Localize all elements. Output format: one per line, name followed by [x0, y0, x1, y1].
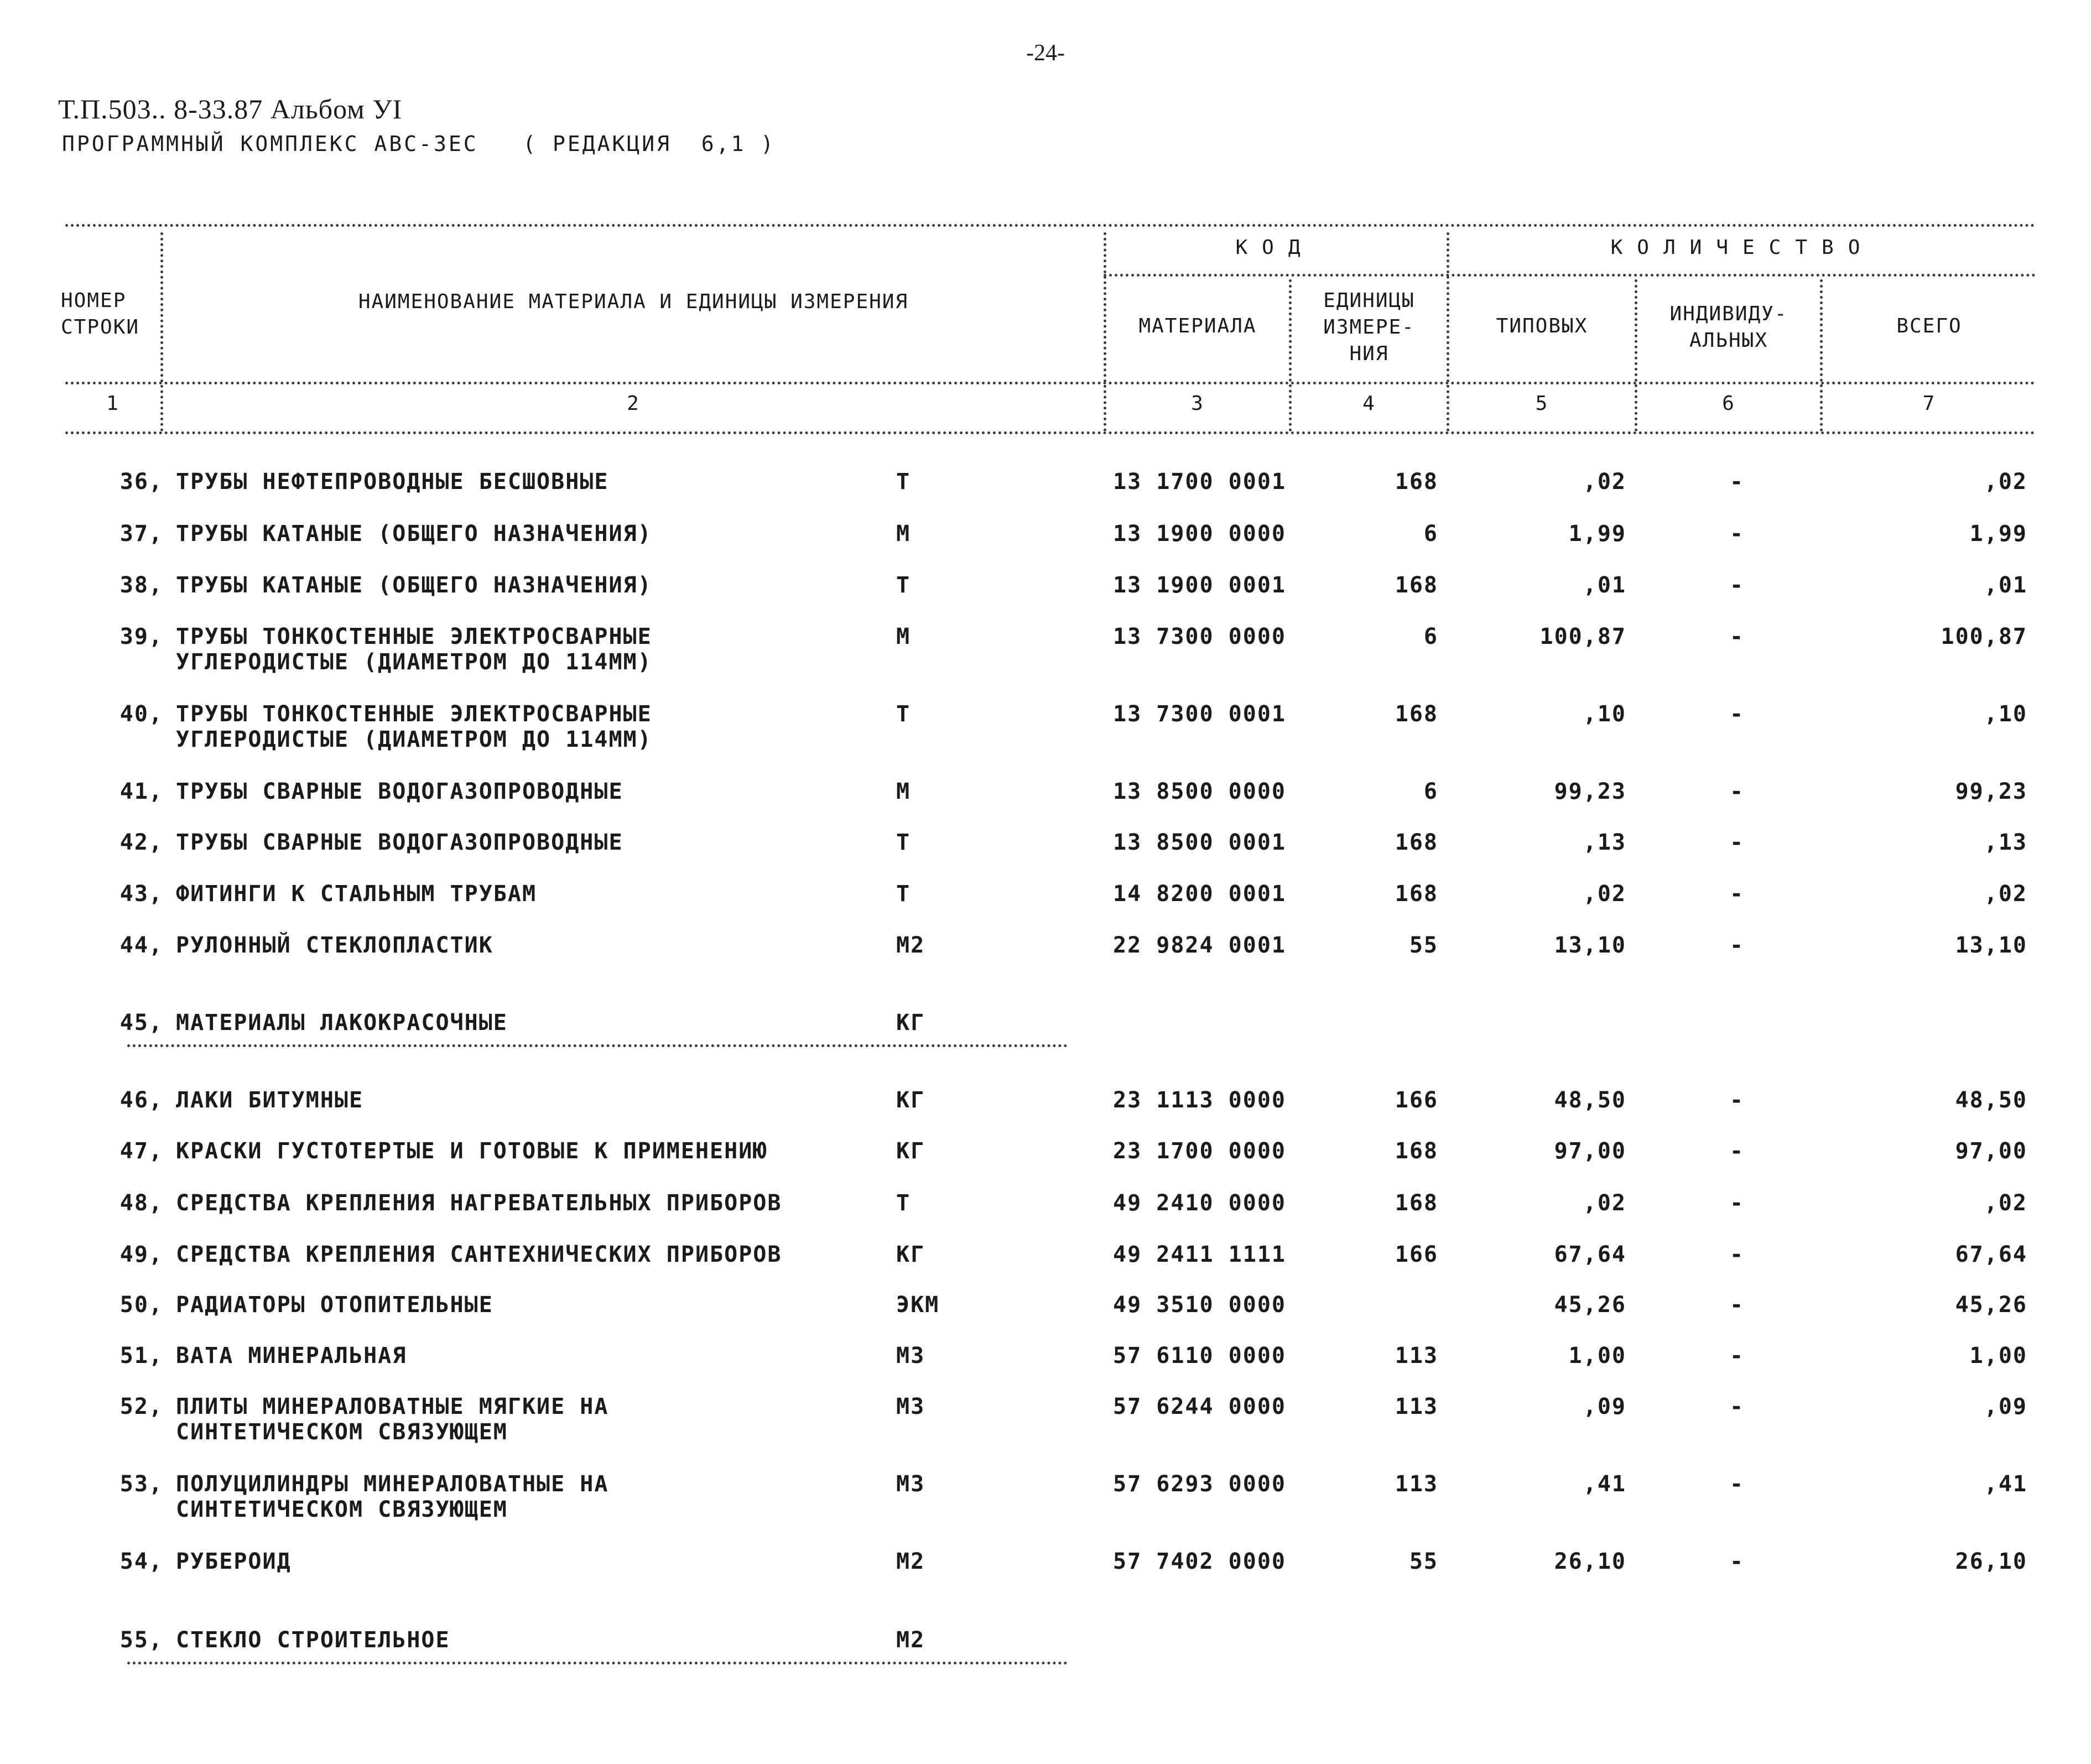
typical-qty: ,02	[1583, 881, 1626, 907]
col-number-1: 1	[106, 392, 119, 415]
unit-code: 166	[1395, 1242, 1438, 1267]
unit: Т	[896, 1190, 911, 1216]
row-number: 36,	[119, 469, 163, 495]
row-number: 49,	[119, 1242, 163, 1267]
total-qty: 13,10	[1955, 933, 2027, 958]
unit: Т	[896, 701, 911, 727]
total-qty: 1,99	[1969, 521, 2027, 547]
material-code: 23 1113 0000	[1113, 1087, 1286, 1113]
material-name: ТРУБЫ СВАРНЫЕ ВОДОГАЗОПРОВОДНЫЕ	[176, 830, 623, 855]
unit-code: 168	[1395, 1138, 1438, 1164]
unit: КГ	[896, 1010, 925, 1035]
material-name: ТРУБЫ КАТАНЫЕ (ОБЩЕГО НАЗНАЧЕНИЯ)	[176, 521, 652, 547]
material-name: ТРУБЫ НЕФТЕПРОВОДНЫЕ БЕСШОВНЫЕ	[176, 469, 609, 495]
unit: М	[896, 779, 911, 804]
unit-code: 166	[1395, 1087, 1438, 1113]
row-number: 47,	[119, 1138, 163, 1164]
unit-code: 168	[1395, 701, 1438, 727]
unit: Т	[896, 830, 911, 855]
unit: КГ	[896, 1242, 925, 1267]
col-number-5: 5	[1535, 392, 1549, 415]
unit-code: 113	[1395, 1394, 1438, 1419]
total-qty: 26,10	[1955, 1549, 2027, 1574]
typical-qty: 13,10	[1554, 933, 1626, 958]
typical-qty: ,13	[1583, 830, 1626, 855]
unit: Т	[896, 469, 911, 495]
total-qty: 99,23	[1955, 779, 2027, 804]
individual-qty: -	[1729, 1394, 1745, 1419]
header-row-no: НОМЕР СТРОКИ	[61, 289, 140, 339]
total-qty: 45,26	[1955, 1292, 2027, 1318]
total-qty: 1,00	[1969, 1343, 2027, 1368]
typical-qty: 45,26	[1554, 1292, 1626, 1318]
col-number-4: 4	[1362, 392, 1376, 415]
material-name: ТРУБЫ ТОНКОСТЕННЫЕ ЭЛЕКТРОСВАРНЫЕ	[176, 624, 652, 649]
row-number: 37,	[119, 521, 163, 547]
material-code: 23 1700 0000	[1113, 1138, 1286, 1164]
material-name: ПОЛУЦИЛИНДРЫ МИНЕРАЛОВАТНЫЕ НА	[176, 1471, 609, 1497]
header-bottom-rule	[65, 382, 2036, 384]
material-name-cont: СИНТЕТИЧЕСКОМ СВЯЗУЮЩЕМ	[176, 1419, 508, 1445]
col-number-7: 7	[1922, 392, 1936, 415]
typical-qty: 1,00	[1568, 1343, 1626, 1368]
row-number: 46,	[119, 1087, 163, 1113]
individual-qty: -	[1729, 573, 1745, 598]
material-code: 49 2411 1111	[1113, 1242, 1286, 1267]
row-number: 50,	[119, 1292, 163, 1318]
unit-code: 168	[1395, 573, 1438, 598]
material-code: 13 7300 0000	[1113, 624, 1286, 649]
row-number: 51,	[119, 1343, 163, 1368]
row-number: 55,	[119, 1627, 163, 1653]
col-number-6: 6	[1722, 392, 1735, 415]
row-number: 39,	[119, 624, 163, 649]
typical-qty: 1,99	[1568, 521, 1626, 547]
header-mid-rule	[1104, 274, 2036, 277]
typical-qty: ,10	[1583, 701, 1626, 727]
unit: М	[896, 521, 911, 547]
row-number: 43,	[119, 881, 163, 907]
program-complex-line: ПРОГРАММНЫЙ КОМПЛЕКС АВС-3ЕС ( РЕДАКЦИЯ 6,1 )	[62, 132, 776, 156]
header-material: МАТЕРИАЛА	[1138, 315, 1257, 337]
material-code: 13 7300 0001	[1113, 701, 1286, 727]
typical-qty: 67,64	[1554, 1242, 1626, 1267]
unit-code: 168	[1395, 469, 1438, 495]
individual-qty: -	[1729, 521, 1745, 547]
row-number: 42,	[119, 830, 163, 855]
individual-qty: -	[1729, 701, 1745, 727]
unit: М2	[896, 1549, 925, 1574]
material-code: 13 1700 0001	[1113, 469, 1286, 495]
row-number: 41,	[119, 779, 163, 804]
material-name: РУБЕРОИД	[176, 1549, 292, 1574]
unit: КГ	[896, 1087, 925, 1113]
unit-code: 55	[1409, 1549, 1438, 1574]
typical-qty: 97,00	[1554, 1138, 1626, 1164]
unit: М	[896, 624, 911, 649]
typical-qty: 100,87	[1539, 624, 1626, 649]
material-name: СРЕДСТВА КРЕПЛЕНИЯ САНТЕХНИЧЕСКИХ ПРИБОРОВ	[176, 1242, 782, 1267]
unit: М3	[896, 1343, 925, 1368]
individual-qty: -	[1729, 1292, 1745, 1318]
unit-code: 6	[1423, 779, 1438, 804]
header-code: КОД	[1235, 236, 1315, 259]
total-qty: ,02	[1984, 469, 2027, 495]
total-qty: 48,50	[1955, 1087, 2027, 1113]
unit: М3	[896, 1394, 925, 1419]
material-name: ТРУБЫ СВАРНЫЕ ВОДОГАЗОПРОВОДНЫЕ	[176, 779, 623, 804]
unit: КГ	[896, 1138, 925, 1164]
individual-qty: -	[1729, 830, 1745, 855]
material-code: 49 2410 0000	[1113, 1190, 1286, 1216]
total-qty: ,01	[1984, 573, 2027, 598]
total-qty: ,13	[1984, 830, 2027, 855]
typical-qty: ,02	[1583, 1190, 1626, 1216]
material-name: МАТЕРИАЛЫ ЛАКОКРАСОЧНЫЕ	[176, 1010, 508, 1035]
page-number: -24-	[1026, 40, 1065, 66]
unit: М2	[896, 1627, 925, 1653]
unit-code: 6	[1423, 521, 1438, 547]
material-name: ЛАКИ БИТУМНЫЕ	[176, 1087, 364, 1113]
material-code: 13 8500 0001	[1113, 830, 1286, 855]
total-qty: 97,00	[1955, 1138, 2027, 1164]
unit-code: 168	[1395, 881, 1438, 907]
unit-code: 168	[1395, 1190, 1438, 1216]
material-code: 57 6293 0000	[1113, 1471, 1286, 1497]
individual-qty: -	[1729, 1343, 1745, 1368]
material-name-cont: СИНТЕТИЧЕСКОМ СВЯЗУЮЩЕМ	[176, 1497, 508, 1522]
typical-qty: ,02	[1583, 469, 1626, 495]
unit: Т	[896, 881, 911, 907]
material-code: 13 1900 0001	[1113, 573, 1286, 598]
material-name: СТЕКЛО СТРОИТЕЛЬНОЕ	[176, 1627, 450, 1653]
individual-qty: -	[1729, 469, 1745, 495]
total-qty: ,10	[1984, 701, 2027, 727]
material-code: 49 3510 0000	[1113, 1292, 1286, 1318]
row-number: 38,	[119, 573, 163, 598]
material-name: КРАСКИ ГУСТОТЕРТЫЕ И ГОТОВЫЕ К ПРИМЕНЕНИЮ	[176, 1138, 768, 1164]
individual-qty: -	[1729, 779, 1745, 804]
individual-qty: -	[1729, 1087, 1745, 1113]
col-sep	[160, 232, 163, 431]
material-name: РУЛОННЫЙ СТЕКЛОПЛАСТИК	[176, 933, 493, 958]
total-qty: ,41	[1984, 1471, 2027, 1497]
row-number: 54,	[119, 1549, 163, 1574]
typical-qty: ,41	[1583, 1471, 1626, 1497]
individual-qty: -	[1729, 1549, 1745, 1574]
material-code: 57 6110 0000	[1113, 1343, 1286, 1368]
total-qty: ,02	[1984, 881, 2027, 907]
row-number: 52,	[119, 1394, 163, 1419]
material-code: 13 1900 0000	[1113, 521, 1286, 547]
header-total: ВСЕГО	[1896, 315, 1962, 337]
material-code: 14 8200 0001	[1113, 881, 1286, 907]
header-top-rule	[65, 224, 2036, 227]
typical-qty: ,09	[1583, 1394, 1626, 1419]
row-number: 45,	[119, 1010, 163, 1035]
typical-qty: ,01	[1583, 573, 1626, 598]
unit: Т	[896, 573, 911, 598]
unit-code: 113	[1395, 1471, 1438, 1497]
unit-code: 168	[1395, 830, 1438, 855]
material-name: РАДИАТОРЫ ОТОПИТЕЛЬНЫЕ	[176, 1292, 493, 1318]
header-unit-code: ЕДИНИЦЫ ИЗМЕРЕ- НИЯ	[1323, 289, 1415, 365]
individual-qty: -	[1729, 933, 1745, 958]
individual-qty: -	[1729, 624, 1745, 649]
typical-qty: 26,10	[1554, 1549, 1626, 1574]
individual-qty: -	[1729, 1190, 1745, 1216]
row-number: 53,	[119, 1471, 163, 1497]
section-rule	[127, 1044, 1068, 1047]
total-qty: ,02	[1984, 1190, 2027, 1216]
col-number-2: 2	[627, 392, 640, 415]
unit: М2	[896, 933, 925, 958]
material-name: ПЛИТЫ МИНЕРАЛОВАТНЫЕ МЯГКИЕ НА	[176, 1394, 609, 1419]
individual-qty: -	[1729, 1138, 1745, 1164]
section-rule	[127, 1662, 1068, 1664]
unit: М3	[896, 1471, 925, 1497]
header-quantity: КОЛИЧЕСТВО	[1610, 236, 1875, 259]
unit-code: 6	[1423, 624, 1438, 649]
total-qty: ,09	[1984, 1394, 2027, 1419]
unit-code: 55	[1409, 933, 1438, 958]
col-number-3: 3	[1191, 392, 1204, 415]
header-individual: ИНДИВИДУ- АЛЬНЫХ	[1669, 303, 1788, 352]
total-qty: 100,87	[1941, 624, 2027, 649]
numbers-bottom-rule	[65, 431, 2036, 434]
material-code: 57 6244 0000	[1113, 1394, 1286, 1419]
material-code: 22 9824 0001	[1113, 933, 1286, 958]
typical-qty: 99,23	[1554, 779, 1626, 804]
material-name: ТРУБЫ ТОНКОСТЕННЫЕ ЭЛЕКТРОСВАРНЫЕ	[176, 701, 652, 727]
material-code: 57 7402 0000	[1113, 1549, 1286, 1574]
row-number: 44,	[119, 933, 163, 958]
header-name: НАИМЕНОВАНИЕ МАТЕРИАЛА И ЕДИНИЦЫ ИЗМЕРЕНИЯ	[358, 290, 909, 313]
header-typical: ТИПОВЫХ	[1496, 315, 1588, 337]
individual-qty: -	[1729, 1471, 1745, 1497]
row-number: 48,	[119, 1190, 163, 1216]
material-name-cont: УГЛЕРОДИСТЫЕ (ДИАМЕТРОМ ДО 114ММ)	[176, 727, 652, 752]
row-number: 40,	[119, 701, 163, 727]
material-name: СРЕДСТВА КРЕПЛЕНИЯ НАГРЕВАТЕЛЬНЫХ ПРИБОРОВ	[176, 1190, 782, 1216]
typical-qty: 48,50	[1554, 1087, 1626, 1113]
individual-qty: -	[1729, 881, 1745, 907]
material-code: 13 8500 0000	[1113, 779, 1286, 804]
individual-qty: -	[1729, 1242, 1745, 1267]
material-name: ТРУБЫ КАТАНЫЕ (ОБЩЕГО НАЗНАЧЕНИЯ)	[176, 573, 652, 598]
material-name-cont: УГЛЕРОДИСТЫЕ (ДИАМЕТРОМ ДО 114ММ)	[176, 649, 652, 675]
material-name: ВАТА МИНЕРАЛЬНАЯ	[176, 1343, 407, 1368]
material-name: ФИТИНГИ К СТАЛЬНЫМ ТРУБАМ	[176, 881, 537, 907]
document-reference: Т.П.503.. 8-33.87 Альбом УI	[58, 93, 403, 124]
unit-code: 113	[1395, 1343, 1438, 1368]
unit: ЭКМ	[896, 1292, 940, 1318]
total-qty: 67,64	[1955, 1242, 2027, 1267]
